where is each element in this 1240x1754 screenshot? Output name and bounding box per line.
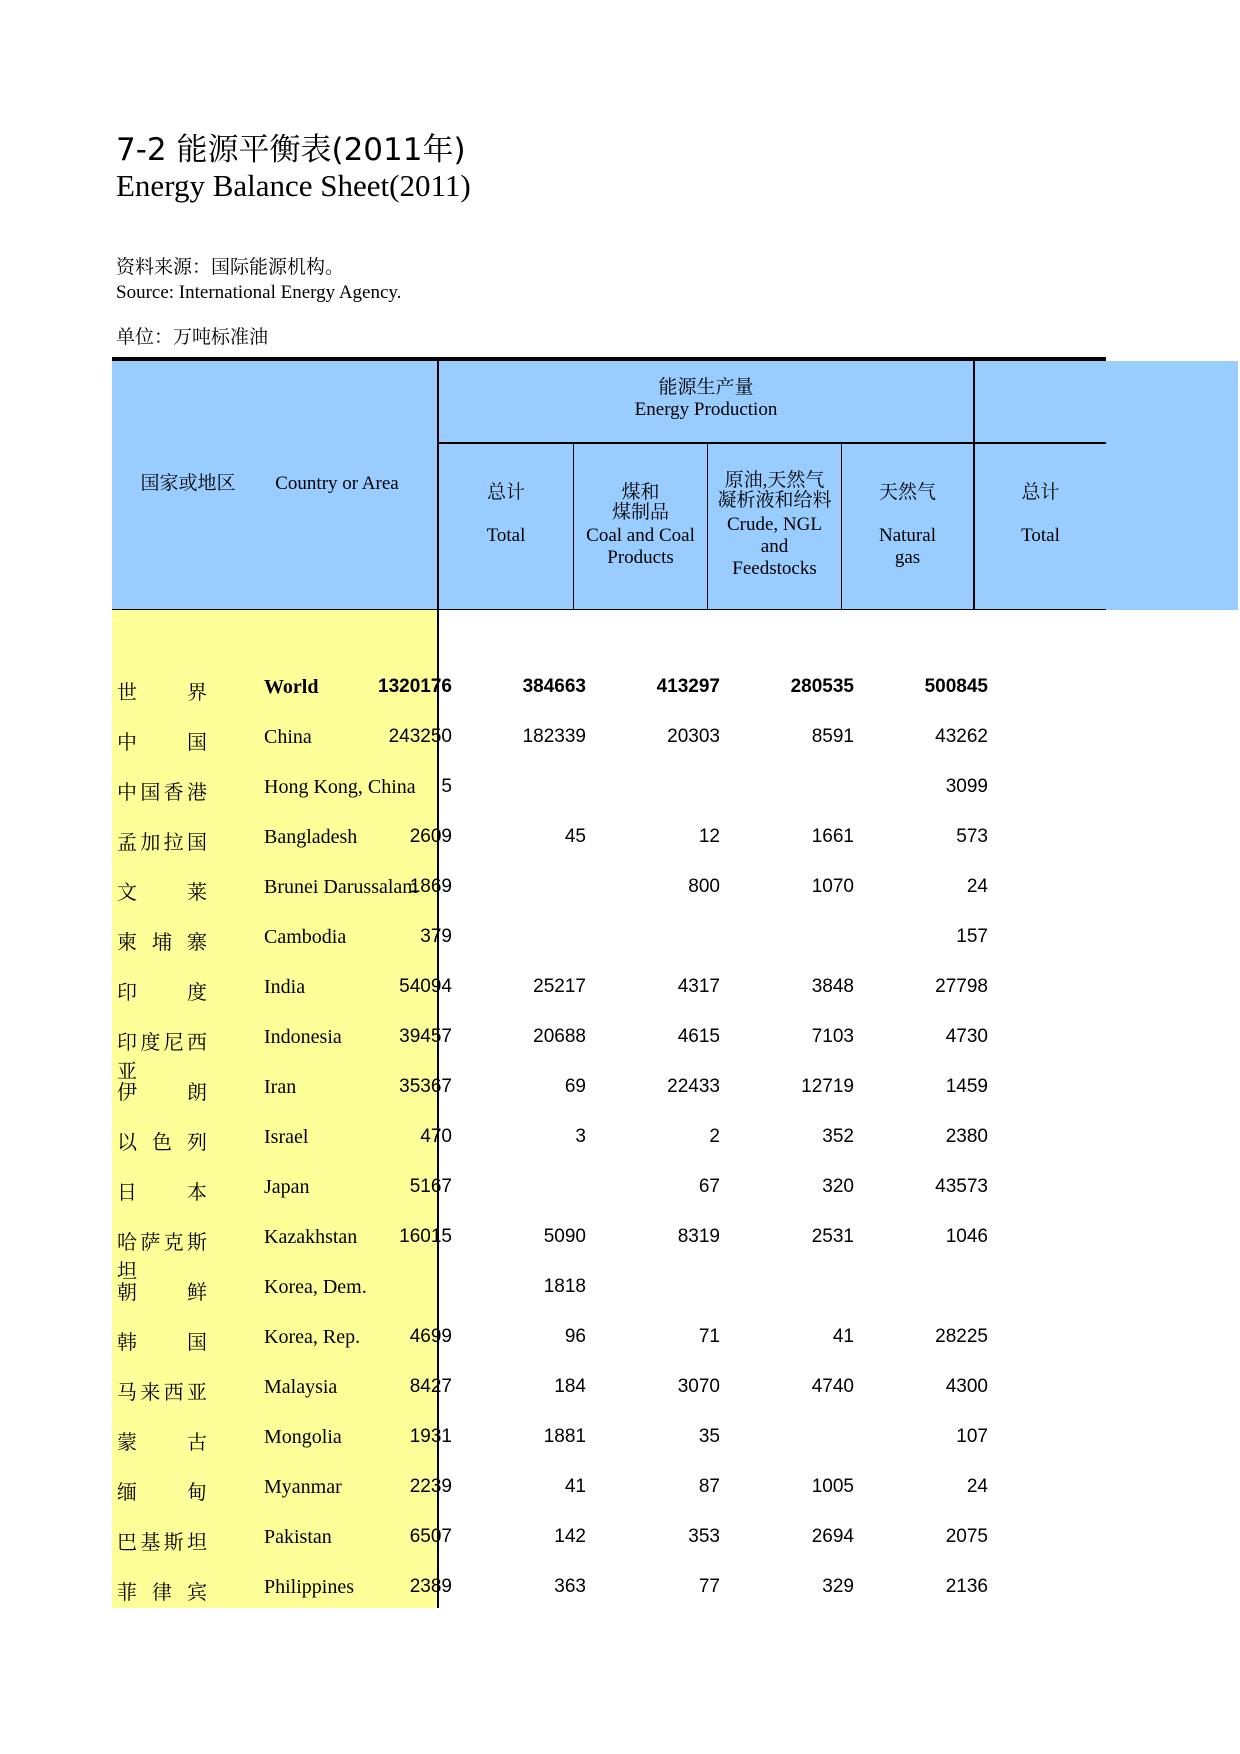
country-name-cn: 哈萨克斯坦 xyxy=(117,1232,207,1283)
country-name-en: Brunei Darussalam xyxy=(264,876,418,898)
country-name-en: Cambodia xyxy=(264,926,347,948)
country-name-en: Korea, Rep. xyxy=(264,1326,361,1348)
value-cell: 182339 xyxy=(522,726,586,747)
value-cell: 1070 xyxy=(811,876,854,897)
table-row xyxy=(112,1262,1106,1312)
country-name-cn: 巴基斯坦 xyxy=(117,1532,207,1554)
value-cell: 363 xyxy=(554,1576,586,1597)
value-cell: 4615 xyxy=(677,1026,720,1047)
table-row xyxy=(112,1462,1106,1512)
country-name-cn: 蒙古 xyxy=(117,1432,207,1454)
header-col-gas-en: Natural gas xyxy=(879,525,936,568)
table-row xyxy=(112,1512,1106,1562)
country-name-en: Mongolia xyxy=(264,1426,342,1448)
table-header xyxy=(112,361,1238,610)
value-cell: 3848 xyxy=(811,976,854,997)
value-cell: 4730 xyxy=(945,1026,988,1047)
header-col-total-en: Total xyxy=(486,525,526,546)
value-cell: 20303 xyxy=(667,726,720,747)
country-name-cn: 中国 xyxy=(117,732,207,754)
country-name-cn: 以色列 xyxy=(117,1132,207,1154)
value-cell: 1005 xyxy=(811,1476,854,1497)
value-cell: 6507 xyxy=(409,1526,452,1547)
country-name-en: Philippines xyxy=(264,1576,355,1598)
country-name-cn: 伊朗 xyxy=(117,1082,207,1104)
value-cell: 470 xyxy=(420,1126,452,1147)
value-cell: 3070 xyxy=(677,1376,720,1397)
country-name-cn: 菲律宾 xyxy=(117,1582,207,1604)
value-cell: 77 xyxy=(698,1576,720,1597)
country-name-en: Hong Kong, China xyxy=(264,776,416,798)
table-row xyxy=(112,812,1106,862)
country-name-cn: 柬埔寨 xyxy=(117,932,207,954)
table-row xyxy=(112,862,1106,912)
value-cell: 500845 xyxy=(924,676,988,697)
country-name-en: Myanmar xyxy=(264,1476,342,1498)
value-cell: 87 xyxy=(698,1476,720,1497)
value-cell: 2609 xyxy=(409,826,452,847)
header-col-gas-cn: 天然气 xyxy=(878,482,936,503)
value-cell: 2531 xyxy=(811,1226,854,1247)
value-cell: 8591 xyxy=(811,726,854,747)
value-cell: 413297 xyxy=(656,676,720,697)
value-cell: 2 xyxy=(709,1126,720,1147)
value-cell: 24 xyxy=(966,1476,988,1497)
value-cell: 27798 xyxy=(935,976,988,997)
value-cell: 4699 xyxy=(409,1326,452,1347)
value-cell: 67 xyxy=(698,1176,720,1197)
header-col-total2-en: Total xyxy=(1021,525,1060,546)
country-name-en: India xyxy=(264,976,306,998)
value-cell: 142 xyxy=(554,1526,586,1547)
page-title-en: Energy Balance Sheet(2011) xyxy=(116,168,471,203)
country-name-en: Bangladesh xyxy=(264,826,358,848)
value-cell: 24 xyxy=(966,876,988,897)
value-cell: 573 xyxy=(956,826,988,847)
source-note-en: Source: International Energy Agency. xyxy=(116,282,402,303)
country-name-cn: 印度 xyxy=(117,982,207,1004)
table-row xyxy=(112,1362,1106,1412)
value-cell: 41 xyxy=(564,1476,586,1497)
value-cell: 35 xyxy=(698,1426,720,1447)
value-cell: 1661 xyxy=(811,826,854,847)
country-name-cn: 孟加拉国 xyxy=(117,832,207,854)
value-cell: 2075 xyxy=(945,1526,988,1547)
country-name-cn: 马来西亚 xyxy=(117,1382,207,1404)
header-col-crude-cn: 原油,天然气 凝析液和给料 xyxy=(717,470,832,511)
table-row xyxy=(112,762,1106,812)
value-cell: 96 xyxy=(564,1326,586,1347)
value-cell: 329 xyxy=(822,1576,854,1597)
country-name-en: Kazakhstan xyxy=(264,1226,358,1248)
value-cell: 2389 xyxy=(409,1576,452,1597)
table-row xyxy=(112,912,1106,962)
value-cell: 4300 xyxy=(945,1376,988,1397)
value-cell: 7103 xyxy=(811,1026,854,1047)
table-row xyxy=(112,1012,1106,1083)
page-title-cn: 7-2 能源平衡表(2011年) xyxy=(116,132,466,168)
value-cell: 107 xyxy=(956,1426,988,1447)
country-name-en: Israel xyxy=(264,1126,309,1148)
country-name-en: Iran xyxy=(264,1076,297,1098)
country-name-en: Malaysia xyxy=(264,1376,338,1398)
value-cell: 1869 xyxy=(409,876,452,897)
country-name-en: Pakistan xyxy=(264,1526,332,1548)
value-cell: 184 xyxy=(554,1376,586,1397)
value-cell: 2380 xyxy=(945,1126,988,1147)
value-cell: 4740 xyxy=(811,1376,854,1397)
table-row xyxy=(112,1062,1106,1112)
header-col-coal-en: Coal and Coal Products xyxy=(586,525,695,568)
header-col-total-cn: 总计 xyxy=(486,482,525,503)
value-cell: 2239 xyxy=(409,1476,452,1497)
country-name-en: World xyxy=(264,676,319,698)
value-cell: 384663 xyxy=(522,676,586,697)
value-cell: 243250 xyxy=(388,726,452,747)
value-cell: 43262 xyxy=(935,726,988,747)
value-cell: 71 xyxy=(698,1326,720,1347)
value-cell: 4317 xyxy=(677,976,720,997)
country-name-en: Korea, Dem. xyxy=(264,1276,367,1298)
table-row xyxy=(112,712,1106,762)
unit-note: 单位：万吨标准油 xyxy=(116,327,269,348)
value-cell: 43573 xyxy=(935,1176,988,1197)
value-cell: 1046 xyxy=(945,1226,988,1247)
value-cell: 8319 xyxy=(677,1226,720,1247)
value-cell: 45 xyxy=(564,826,586,847)
value-cell: 5167 xyxy=(409,1176,452,1197)
source-note-cn: 资料来源：国际能源机构。 xyxy=(116,257,345,278)
value-cell: 280535 xyxy=(790,676,854,697)
header-country-en: Country or Area xyxy=(275,473,399,494)
value-cell: 35367 xyxy=(399,1076,452,1097)
value-cell: 5090 xyxy=(543,1226,586,1247)
header-col-crude-en: Crude, NGL and Feedstocks xyxy=(727,514,822,579)
header-group-cn: 能源生产量 xyxy=(658,377,754,398)
value-cell: 39457 xyxy=(399,1026,452,1047)
header-group-rule xyxy=(437,442,1106,444)
country-name-cn: 文莱 xyxy=(117,882,207,904)
country-name-cn: 韩国 xyxy=(117,1332,207,1354)
value-cell: 1320176 xyxy=(378,676,452,697)
value-cell: 20688 xyxy=(533,1026,586,1047)
value-cell: 2694 xyxy=(811,1526,854,1547)
country-name-en: China xyxy=(264,726,312,748)
header-col-total2-cn: 总计 xyxy=(1021,482,1060,503)
header-country-cn: 国家或地区 xyxy=(140,473,236,494)
value-cell: 352 xyxy=(822,1126,854,1147)
country-name-cn: 印度尼西亚 xyxy=(117,1032,207,1083)
country-name-cn: 中国香港 xyxy=(117,782,207,804)
value-cell: 353 xyxy=(688,1526,720,1547)
value-cell: 1818 xyxy=(543,1276,586,1297)
country-name-cn: 缅甸 xyxy=(117,1482,207,1504)
table-row xyxy=(112,1162,1106,1212)
value-cell: 3099 xyxy=(945,776,988,797)
value-cell: 3 xyxy=(575,1126,586,1147)
country-name-en: Indonesia xyxy=(264,1026,342,1048)
table-row xyxy=(112,1562,1106,1612)
value-cell: 5 xyxy=(441,776,452,797)
value-cell: 12719 xyxy=(801,1076,854,1097)
header-group-en: Energy Production xyxy=(634,399,778,420)
table-row xyxy=(112,962,1106,1012)
table-row xyxy=(112,1312,1106,1362)
table-row xyxy=(112,1412,1106,1462)
value-cell: 1881 xyxy=(543,1426,586,1447)
value-cell: 25217 xyxy=(533,976,586,997)
value-cell: 22433 xyxy=(667,1076,720,1097)
value-cell: 41 xyxy=(832,1326,854,1347)
value-cell: 16015 xyxy=(399,1226,452,1247)
value-cell: 157 xyxy=(956,926,988,947)
value-cell: 54094 xyxy=(399,976,452,997)
country-name-en: Japan xyxy=(264,1176,310,1198)
country-name-cn: 朝鲜 xyxy=(117,1282,207,1304)
header-col-coal-cn: 煤和 煤制品 xyxy=(611,482,669,523)
table-row xyxy=(112,662,1106,712)
value-cell: 800 xyxy=(688,876,720,897)
table-row xyxy=(112,1212,1106,1283)
value-cell: 2136 xyxy=(945,1576,988,1597)
value-cell: 69 xyxy=(564,1076,586,1097)
value-cell: 320 xyxy=(822,1176,854,1197)
country-name-cn: 世界 xyxy=(117,682,207,704)
value-cell: 12 xyxy=(698,826,720,847)
country-name-cn: 日本 xyxy=(117,1182,207,1204)
value-cell: 1931 xyxy=(409,1426,452,1447)
value-cell: 1459 xyxy=(945,1076,988,1097)
table-row xyxy=(112,1112,1106,1162)
value-cell: 379 xyxy=(420,926,452,947)
value-cell: 28225 xyxy=(935,1326,988,1347)
value-cell: 8427 xyxy=(409,1376,452,1397)
